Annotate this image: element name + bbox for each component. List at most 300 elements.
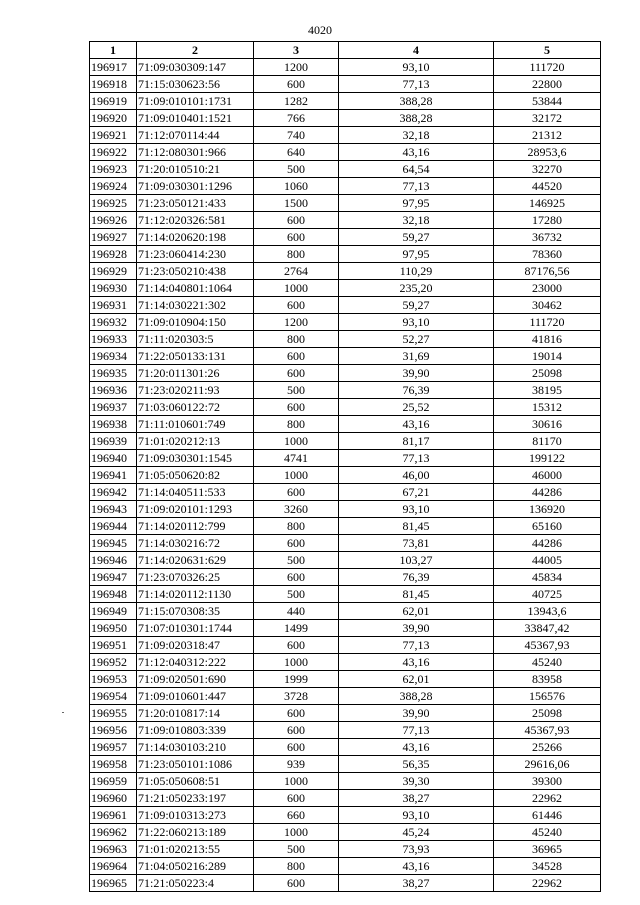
table-cell-col-1: 196937: [90, 399, 137, 416]
table-cell-col-3: 800: [254, 331, 339, 348]
table-cell-col-5: 53844: [494, 93, 601, 110]
table-cell-col-5: 87176,56: [494, 263, 601, 280]
table-cell-col-1: 196947: [90, 569, 137, 586]
table-cell-col-3: 600: [254, 739, 339, 756]
table-cell-col-3: 500: [254, 382, 339, 399]
table-cell-col-2: 71:23:020211:93: [137, 382, 254, 399]
table-cell-col-5: 146925: [494, 195, 601, 212]
table-cell-col-5: 32270: [494, 161, 601, 178]
table-cell-col-5: 44286: [494, 535, 601, 552]
table-cell-col-2: 71:07:010301:1744: [137, 620, 254, 637]
table-cell-col-3: 1000: [254, 467, 339, 484]
table-row: [90, 552, 601, 569]
table-cell-col-5: 65160: [494, 518, 601, 535]
table-cell-col-2: 71:23:050210:438: [137, 263, 254, 280]
table-cell-col-2: 71:09:010601:447: [137, 688, 254, 705]
table-cell-col-2: 71:09:020101:1293: [137, 501, 254, 518]
column-header-2: 2: [137, 42, 254, 59]
table-cell-col-3: 600: [254, 569, 339, 586]
table-row: [90, 229, 601, 246]
table-cell-col-2: 71:20:010510:21: [137, 161, 254, 178]
table-cell-col-1: 196924: [90, 178, 137, 195]
table-row: [90, 790, 601, 807]
table-cell-col-5: 111720: [494, 59, 601, 76]
table-cell-col-3: 740: [254, 127, 339, 144]
table-cell-col-4: 64,54: [339, 161, 494, 178]
table-cell-col-1: 196938: [90, 416, 137, 433]
table-cell-col-4: 93,10: [339, 314, 494, 331]
table-cell-col-4: 97,95: [339, 246, 494, 263]
table-cell-col-4: 31,69: [339, 348, 494, 365]
table-cell-col-5: 19014: [494, 348, 601, 365]
table-cell-col-4: 59,27: [339, 297, 494, 314]
table-cell-col-4: 59,27: [339, 229, 494, 246]
table-cell-col-5: 38195: [494, 382, 601, 399]
table-cell-col-5: 44520: [494, 178, 601, 195]
table-cell-col-1: 196953: [90, 671, 137, 688]
table-cell-col-3: 640: [254, 144, 339, 161]
table-cell-col-3: 1999: [254, 671, 339, 688]
table-cell-col-3: 3260: [254, 501, 339, 518]
table-cell-col-1: 196918: [90, 76, 137, 93]
table-cell-col-5: 15312: [494, 399, 601, 416]
table-row: [90, 688, 601, 705]
table-row: [90, 297, 601, 314]
table-cell-col-1: 196926: [90, 212, 137, 229]
table-cell-col-3: 800: [254, 858, 339, 875]
table-cell-col-3: 600: [254, 365, 339, 382]
table-cell-col-3: 1000: [254, 773, 339, 790]
table-cell-col-3: 600: [254, 722, 339, 739]
table-cell-col-2: 71:12:020326:581: [137, 212, 254, 229]
table-cell-col-5: 21312: [494, 127, 601, 144]
table-cell-col-4: 39,90: [339, 620, 494, 637]
table-cell-col-1: 196957: [90, 739, 137, 756]
table-cell-col-1: 196963: [90, 841, 137, 858]
table-cell-col-1: 196919: [90, 93, 137, 110]
table-cell-col-3: 600: [254, 297, 339, 314]
table-row: [90, 654, 601, 671]
table-cell-col-5: 199122: [494, 450, 601, 467]
table-cell-col-2: 71:09:010313:273: [137, 807, 254, 824]
table-cell-col-3: 3728: [254, 688, 339, 705]
table-row: [90, 739, 601, 756]
table-cell-col-5: 81170: [494, 433, 601, 450]
table-cell-col-4: 45,24: [339, 824, 494, 841]
column-header-3: 3: [254, 42, 339, 59]
table-cell-col-5: 41816: [494, 331, 601, 348]
table-cell-col-3: 800: [254, 246, 339, 263]
table-cell-col-4: 62,01: [339, 671, 494, 688]
table-cell-col-2: 71:15:070308:35: [137, 603, 254, 620]
table-cell-col-3: 800: [254, 518, 339, 535]
table-row: [90, 841, 601, 858]
table-row: [90, 348, 601, 365]
table-cell-col-5: 61446: [494, 807, 601, 824]
table-row: [90, 773, 601, 790]
table-cell-col-3: 1000: [254, 824, 339, 841]
table-cell-col-4: 77,13: [339, 450, 494, 467]
table-cell-col-4: 103,27: [339, 552, 494, 569]
table-cell-col-5: 40725: [494, 586, 601, 603]
table-row: [90, 212, 601, 229]
table-cell-col-3: 4741: [254, 450, 339, 467]
table-cell-col-2: 71:14:020631:629: [137, 552, 254, 569]
table-cell-col-5: 45240: [494, 654, 601, 671]
table-cell-col-2: 71:15:030623:56: [137, 76, 254, 93]
table-cell-col-3: 800: [254, 416, 339, 433]
table-cell-col-4: 76,39: [339, 382, 494, 399]
table-cell-col-4: 39,30: [339, 773, 494, 790]
table-row: [90, 824, 601, 841]
column-header-4: 4: [339, 42, 494, 59]
table-cell-col-2: 71:21:050223:4: [137, 875, 254, 892]
table-cell-col-3: 500: [254, 161, 339, 178]
table-cell-col-5: 13943,6: [494, 603, 601, 620]
table-cell-col-1: 196952: [90, 654, 137, 671]
column-header-1: 1: [90, 42, 137, 59]
table-cell-col-1: 196930: [90, 280, 137, 297]
table-row: [90, 93, 601, 110]
table-cell-col-1: 196951: [90, 637, 137, 654]
table-cell-col-1: 196956: [90, 722, 137, 739]
table-cell-col-5: 111720: [494, 314, 601, 331]
table-cell-col-5: 44286: [494, 484, 601, 501]
table-row: [90, 722, 601, 739]
table-cell-col-5: 34528: [494, 858, 601, 875]
table-cell-col-4: 32,18: [339, 212, 494, 229]
table-row: [90, 280, 601, 297]
table-cell-col-1: 196925: [90, 195, 137, 212]
table-cell-col-4: 81,45: [339, 518, 494, 535]
table-cell-col-2: 71:09:020501:690: [137, 671, 254, 688]
table-cell-col-3: 1060: [254, 178, 339, 195]
table-cell-col-2: 71:22:060213:189: [137, 824, 254, 841]
table-cell-col-2: 71:22:050133:131: [137, 348, 254, 365]
table-cell-col-1: 196941: [90, 467, 137, 484]
table-row: [90, 365, 601, 382]
table-row: [90, 484, 601, 501]
table-cell-col-3: 1000: [254, 280, 339, 297]
table-cell-col-5: 45834: [494, 569, 601, 586]
table-row: [90, 382, 601, 399]
table-cell-col-5: 22962: [494, 875, 601, 892]
table-cell-col-1: 196927: [90, 229, 137, 246]
table-cell-col-1: 196917: [90, 59, 137, 76]
table-row: [90, 620, 601, 637]
table-cell-col-5: 44005: [494, 552, 601, 569]
table-cell-col-5: 83958: [494, 671, 601, 688]
table-row: [90, 314, 601, 331]
table-cell-col-5: 23000: [494, 280, 601, 297]
table-body: [90, 59, 601, 892]
table-cell-col-4: 110,29: [339, 263, 494, 280]
table-cell-col-4: 39,90: [339, 705, 494, 722]
table-cell-col-4: 93,10: [339, 807, 494, 824]
table-cell-col-5: 22800: [494, 76, 601, 93]
data-table: [89, 41, 601, 892]
table-cell-col-3: 1200: [254, 59, 339, 76]
table-cell-col-4: 43,16: [339, 739, 494, 756]
table-cell-col-1: 196934: [90, 348, 137, 365]
table-cell-col-1: 196959: [90, 773, 137, 790]
table-cell-col-2: 71:14:020112:799: [137, 518, 254, 535]
table-cell-col-5: 32172: [494, 110, 601, 127]
table-cell-col-3: 600: [254, 790, 339, 807]
table-cell-col-3: 500: [254, 586, 339, 603]
table-cell-col-1: 196965: [90, 875, 137, 892]
table-row: [90, 637, 601, 654]
table-cell-col-4: 388,28: [339, 688, 494, 705]
table-cell-col-5: 30462: [494, 297, 601, 314]
table-cell-col-5: 30616: [494, 416, 601, 433]
table-cell-col-4: 76,39: [339, 569, 494, 586]
table-cell-col-1: 196946: [90, 552, 137, 569]
table-cell-col-2: 71:12:040312:222: [137, 654, 254, 671]
table-cell-col-4: 388,28: [339, 110, 494, 127]
table-cell-col-5: 45367,93: [494, 722, 601, 739]
table-cell-col-1: 196949: [90, 603, 137, 620]
table-cell-col-4: 73,81: [339, 535, 494, 552]
table-cell-col-1: 196943: [90, 501, 137, 518]
table-cell-col-3: 1000: [254, 654, 339, 671]
table-cell-col-5: 25098: [494, 705, 601, 722]
table-cell-col-1: 196939: [90, 433, 137, 450]
table-cell-col-4: 73,93: [339, 841, 494, 858]
table-cell-col-3: 1282: [254, 93, 339, 110]
table-cell-col-2: 71:14:030216:72: [137, 535, 254, 552]
table-cell-col-3: 600: [254, 484, 339, 501]
table-cell-col-1: 196948: [90, 586, 137, 603]
table-cell-col-2: 71:04:050216:289: [137, 858, 254, 875]
table-row: [90, 450, 601, 467]
table-cell-col-2: 71:09:010101:1731: [137, 93, 254, 110]
table-cell-col-5: 45240: [494, 824, 601, 841]
table-row: [90, 807, 601, 824]
table-cell-col-3: 600: [254, 212, 339, 229]
table-cell-col-4: 43,16: [339, 416, 494, 433]
scan-speck: [62, 712, 64, 713]
table-cell-col-2: 71:09:030309:147: [137, 59, 254, 76]
table-cell-col-1: 196928: [90, 246, 137, 263]
table-cell-col-1: 196955: [90, 705, 137, 722]
table-cell-col-4: 39,90: [339, 365, 494, 382]
table-cell-col-2: 71:23:070326:25: [137, 569, 254, 586]
table-cell-col-2: 71:14:020112:1130: [137, 586, 254, 603]
table-cell-col-3: 440: [254, 603, 339, 620]
table-row: [90, 416, 601, 433]
table-cell-col-4: 77,13: [339, 76, 494, 93]
table-cell-col-3: 600: [254, 637, 339, 654]
table-cell-col-5: 36965: [494, 841, 601, 858]
table-row: [90, 705, 601, 722]
table-cell-col-3: 600: [254, 535, 339, 552]
table-cell-col-5: 17280: [494, 212, 601, 229]
table-cell-col-5: 136920: [494, 501, 601, 518]
table-row: [90, 433, 601, 450]
table-cell-col-2: 71:20:010817:14: [137, 705, 254, 722]
table-cell-col-2: 71:09:010401:1521: [137, 110, 254, 127]
table-cell-col-1: 196921: [90, 127, 137, 144]
table-cell-col-5: 29616,06: [494, 756, 601, 773]
table-cell-col-2: 71:14:040801:1064: [137, 280, 254, 297]
table-cell-col-2: 71:03:060122:72: [137, 399, 254, 416]
table-row: [90, 671, 601, 688]
table-cell-col-5: 45367,93: [494, 637, 601, 654]
table-cell-col-3: 939: [254, 756, 339, 773]
table-cell-col-1: 196960: [90, 790, 137, 807]
table-cell-col-3: 1499: [254, 620, 339, 637]
table-cell-col-4: 62,01: [339, 603, 494, 620]
table-cell-col-4: 56,35: [339, 756, 494, 773]
table-cell-col-2: 71:12:080301:966: [137, 144, 254, 161]
table-cell-col-5: 25266: [494, 739, 601, 756]
table-cell-col-4: 38,27: [339, 875, 494, 892]
table-cell-col-3: 2764: [254, 263, 339, 280]
table-cell-col-3: 600: [254, 348, 339, 365]
table-cell-col-1: 196950: [90, 620, 137, 637]
table-cell-col-2: 71:14:030103:210: [137, 739, 254, 756]
table-cell-col-2: 71:11:010601:749: [137, 416, 254, 433]
table-cell-col-2: 71:05:050620:82: [137, 467, 254, 484]
table-row: [90, 858, 601, 875]
table-cell-col-4: 97,95: [339, 195, 494, 212]
table-cell-col-3: 1000: [254, 433, 339, 450]
table-cell-col-3: 600: [254, 875, 339, 892]
table-cell-col-1: 196933: [90, 331, 137, 348]
table-cell-col-1: 196923: [90, 161, 137, 178]
table-cell-col-1: 196945: [90, 535, 137, 552]
table-cell-col-1: 196936: [90, 382, 137, 399]
table-cell-col-2: 71:12:070114:44: [137, 127, 254, 144]
table-cell-col-5: 33847,42: [494, 620, 601, 637]
table-cell-col-1: 196964: [90, 858, 137, 875]
table-cell-col-3: 500: [254, 841, 339, 858]
table-row: [90, 569, 601, 586]
table-cell-col-1: 196922: [90, 144, 137, 161]
table-cell-col-2: 71:09:020318:47: [137, 637, 254, 654]
table-cell-col-1: 196961: [90, 807, 137, 824]
table-row: [90, 110, 601, 127]
table-cell-col-3: 1200: [254, 314, 339, 331]
table-cell-col-1: 196920: [90, 110, 137, 127]
table-cell-col-3: 1500: [254, 195, 339, 212]
table-cell-col-1: 196958: [90, 756, 137, 773]
column-header-5: 5: [494, 42, 601, 59]
table-cell-col-4: 77,13: [339, 178, 494, 195]
table-cell-col-2: 71:11:020303:5: [137, 331, 254, 348]
table-cell-col-1: 196929: [90, 263, 137, 280]
table-row: [90, 603, 601, 620]
table-row: [90, 535, 601, 552]
table-cell-col-4: 388,28: [339, 93, 494, 110]
table-cell-col-2: 71:09:010803:339: [137, 722, 254, 739]
table-row: [90, 756, 601, 773]
table-row: [90, 161, 601, 178]
table-row: [90, 195, 601, 212]
table-row: [90, 501, 601, 518]
table-cell-col-4: 93,10: [339, 59, 494, 76]
table-row: [90, 399, 601, 416]
table-cell-col-2: 71:09:030301:1545: [137, 450, 254, 467]
table-cell-col-4: 43,16: [339, 858, 494, 875]
table-header-row: [90, 42, 601, 59]
page-number: 4020: [308, 23, 332, 37]
table-row: [90, 246, 601, 263]
table-row: [90, 875, 601, 892]
table-cell-col-4: 93,10: [339, 501, 494, 518]
table-cell-col-5: 156576: [494, 688, 601, 705]
table-cell-col-2: 71:09:030301:1296: [137, 178, 254, 195]
table-cell-col-4: 235,20: [339, 280, 494, 297]
table-row: [90, 467, 601, 484]
table-row: [90, 263, 601, 280]
table-cell-col-3: 766: [254, 110, 339, 127]
table-cell-col-4: 52,27: [339, 331, 494, 348]
table-row: [90, 76, 601, 93]
table-cell-col-1: 196954: [90, 688, 137, 705]
table-cell-col-1: 196944: [90, 518, 137, 535]
table-cell-col-2: 71:23:050121:433: [137, 195, 254, 212]
table-cell-col-5: 39300: [494, 773, 601, 790]
table-cell-col-4: 77,13: [339, 637, 494, 654]
table-cell-col-2: 71:21:050233:197: [137, 790, 254, 807]
table-row: [90, 178, 601, 195]
table-cell-col-2: 71:14:040511:533: [137, 484, 254, 501]
table-cell-col-4: 32,18: [339, 127, 494, 144]
table-cell-col-5: 78360: [494, 246, 601, 263]
table-cell-col-4: 46,00: [339, 467, 494, 484]
table-row: [90, 518, 601, 535]
table-row: [90, 144, 601, 161]
table-cell-col-1: 196942: [90, 484, 137, 501]
table-cell-col-2: 71:23:060414:230: [137, 246, 254, 263]
table-row: [90, 586, 601, 603]
table-cell-col-4: 25,52: [339, 399, 494, 416]
table-cell-col-4: 43,16: [339, 144, 494, 161]
table-cell-col-5: 28953,6: [494, 144, 601, 161]
table-cell-col-1: 196931: [90, 297, 137, 314]
table-cell-col-2: 71:09:010904:150: [137, 314, 254, 331]
table-cell-col-3: 600: [254, 399, 339, 416]
table-cell-col-2: 71:14:030221:302: [137, 297, 254, 314]
table-cell-col-5: 46000: [494, 467, 601, 484]
table-cell-col-3: 600: [254, 76, 339, 93]
table-cell-col-4: 38,27: [339, 790, 494, 807]
table-cell-col-5: 36732: [494, 229, 601, 246]
table-cell-col-1: 196940: [90, 450, 137, 467]
table-cell-col-2: 71:23:050101:1086: [137, 756, 254, 773]
table-cell-col-4: 81,17: [339, 433, 494, 450]
table-cell-col-5: 22962: [494, 790, 601, 807]
table-cell-col-4: 67,21: [339, 484, 494, 501]
table-cell-col-2: 71:01:020213:55: [137, 841, 254, 858]
table-row: [90, 127, 601, 144]
table-row: [90, 59, 601, 76]
table-cell-col-2: 71:05:050608:51: [137, 773, 254, 790]
table-cell-col-5: 25098: [494, 365, 601, 382]
table-cell-col-2: 71:01:020212:13: [137, 433, 254, 450]
table-cell-col-1: 196932: [90, 314, 137, 331]
table-cell-col-3: 600: [254, 229, 339, 246]
table-cell-col-4: 77,13: [339, 722, 494, 739]
table-cell-col-4: 43,16: [339, 654, 494, 671]
table-row: [90, 331, 601, 348]
table-cell-col-3: 660: [254, 807, 339, 824]
table-cell-col-1: 196935: [90, 365, 137, 382]
table-cell-col-3: 600: [254, 705, 339, 722]
table-cell-col-3: 500: [254, 552, 339, 569]
